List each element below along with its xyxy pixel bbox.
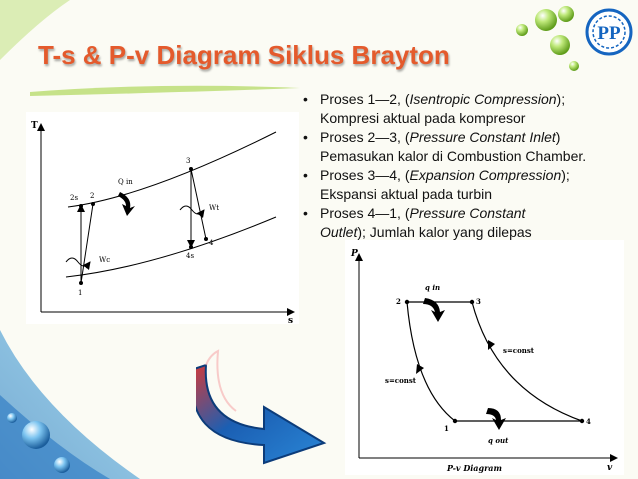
pv-arrow-compression [416, 364, 424, 374]
ts-label-4s: 4s [186, 252, 195, 260]
pv-x-label: v [607, 463, 613, 473]
ts-line-1-2 [81, 204, 93, 283]
ts-label-2s: 2s [70, 194, 79, 202]
pv-label-3: 3 [476, 297, 481, 306]
logo-text: PP [597, 23, 621, 44]
pv-qout-label: q out [488, 436, 509, 445]
ts-point-4 [204, 237, 208, 241]
slide-title: T-s & P-v Diagram Siklus Brayton [38, 40, 450, 70]
ts-wt-label: Wt [209, 204, 220, 212]
ts-label-4: 4 [209, 239, 214, 247]
ts-high-pressure-line [68, 132, 276, 207]
ts-label-1: 1 [78, 289, 83, 297]
pv-point-2 [405, 300, 409, 304]
pv-point-1 [453, 419, 457, 423]
pv-caption: P-v Diagram [447, 463, 502, 473]
ts-point-1 [79, 281, 83, 285]
pv-y-label: P [351, 249, 358, 259]
ts-point-4s [189, 245, 193, 249]
ts-y-label: T [31, 121, 38, 131]
ts-x-label: s [288, 316, 294, 324]
ts-point-2s [79, 204, 83, 208]
ts-wc-squiggle [66, 258, 90, 266]
pp-logo [585, 8, 633, 56]
process-item-4-1: • Proses 4—1, (Pressure Constant Outlet); Jumlah kalor yang dilepas [300, 204, 630, 242]
pv-label-2: 2 [396, 297, 401, 306]
ts-qin-arrow [118, 192, 135, 216]
ts-label-2: 2 [90, 192, 95, 200]
transition-arrow-icon [196, 345, 331, 465]
pv-point-3 [470, 300, 474, 304]
ts-diagram-panel [26, 112, 299, 324]
pv-diagram-panel [345, 240, 624, 475]
ts-point-3 [189, 167, 193, 171]
ts-wc-label: Wc [99, 256, 111, 264]
pv-sconst-right: s=const [503, 346, 535, 355]
process-list [300, 90, 630, 242]
pv-label-1: 1 [444, 424, 449, 433]
process-item-3-4: • Proses 3—4, (Expansion Compression); Ekspansi aktual pada turbin [300, 166, 630, 204]
process-item-2-3: • Proses 2—3, (Pressure Constant Inlet) Pemasukan kalor di Combustion Chamber. [300, 128, 630, 166]
ts-qin-label: Q in [118, 178, 133, 186]
process-item-1-2: • Proses 1—2, (Isentropic Compression); Kompresi aktual pada kompresor [300, 90, 630, 128]
ts-label-3: 3 [186, 157, 191, 165]
pv-point-4 [580, 419, 584, 423]
pv-sconst-left: s=const [385, 376, 417, 385]
pv-diagram [345, 240, 624, 475]
ts-line-3-4 [191, 169, 206, 239]
pv-qin-label: q in [425, 283, 441, 292]
ts-point-2 [91, 202, 95, 206]
pv-qout-arrow [486, 408, 506, 430]
ts-low-pressure-line [66, 217, 276, 277]
pv-curve-3-4 [472, 302, 582, 421]
ts-diagram [26, 112, 299, 324]
ts-wt-squiggle [180, 206, 204, 214]
pv-curve-1-2 [407, 302, 455, 421]
pv-label-4: 4 [586, 417, 591, 426]
